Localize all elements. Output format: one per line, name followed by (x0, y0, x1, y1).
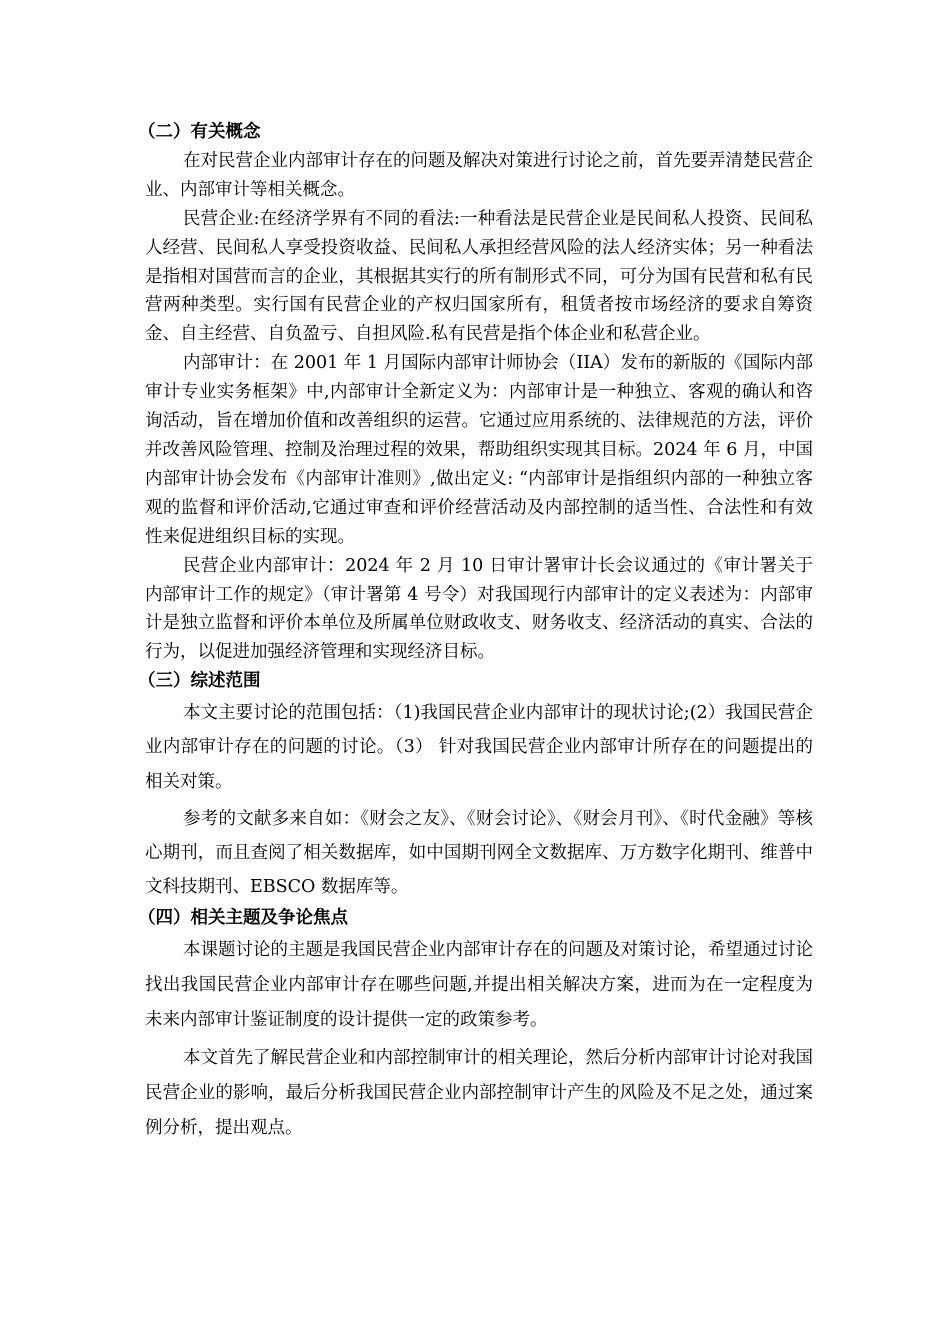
document-page (138, 118, 813, 1146)
section-heading-concepts: （二）有关概念 (138, 122, 261, 142)
paragraph-intro: 在对民营企业内部审计存在的问题及解决对策进行讨论之前，首先要弄清楚民营企业、内部审计等相关概念。 (145, 150, 813, 200)
section-heading-scope: （三）综述范围 (138, 671, 261, 692)
paragraph-private-enterprise: 民营企业:在经济学界有不同的看法:一种看法是民营企业是民间私人投资、民间私人经营、民间私人享受投资收益、民间私人承担经营风险的法人经济实体；另一种看法是指相对国营而言的企业，其根据其实行的所有制形式不同，可分为国有民营和私有民营两种类型。实行国有民营企业的产权归国家所有，租赁者按市场经济的要求自筹资金、自主经营、自负盈亏、自担风险.私有民营是指个体企业和私营企业。 (145, 208, 813, 345)
paragraph-references: 参考的文献多来自如：《财会之友》、《财会讨论》、《财会月刊》、《时代金融》等核心期刊，而且查阅了相关数据库，如中国期刊网全文数据库、万方数字化期刊、维普中文科技期刊、EBSCO 数据库等。 (145, 808, 813, 898)
paragraph-internal-audit: 内部审计：在 2001 年 1 月国际内部审计师协会（IIA）发布的新版的《国际内部审计专业实务框架》中,内部审计全新定义为：内部审计是一种独立、客观的确认和咨询活动，旨在增加价值和改善组织的运营。它通过应用系统的、法律规范的方法，评价并改善风险管理、控制及治理过程的效果，帮助组织实现其目标。2024 年 6 月，中国内部审计协会发布《内部审计准则》,做出定义: “内部审计是指组织内部的一种独立客观的监督和评价活动,它通过审查和评价经营活动及内部控制的适当性、合法性和有效性来促进组织目标的实现。 (145, 353, 813, 547)
paragraph-scope: 本文主要讨论的范围包括：（1)我国民营企业内部审计的现状讨论;(2）我国民营企业内部审计存在的问题的讨论。（3） 针对我国民营企业内部审计所存在的问题提出的相关对策。 (145, 703, 813, 792)
paragraph-private-enterprise-audit: 民营企业内部审计：2024 年 2 月 10 日审计署审计长会议通过的《审计署关于内部审计工作的规定》（审计署第 4 号令）对我国现行内部审计的定义表述为：内部审计是独立监督和评价本单位及所属单位财政收支、财务收支、经济活动的真实、合法的行为，以促进加强经济管理和实现经济目标。 (145, 555, 813, 663)
paragraph-topic: 本课题讨论的主题是我国民营企业内部审计存在的问题及对策讨论，希望通过讨论找出我国民营企业内部审计存在哪些问题,并提出相关解决方案，进而为在一定程度为未来内部审计鉴证制度的设计提供一定的政策参考。 (145, 940, 813, 1031)
paragraph-approach: 本文首先了解民营企业和内部控制审计的相关理论，然后分析内部审计讨论对我国民营企业的影响，最后分析我国民营企业内部控制审计产生的风险及不足之处，通过案例分析，提出观点。 (145, 1048, 813, 1139)
section-heading-topics: （四）相关主题及争论焦点 (138, 908, 348, 929)
